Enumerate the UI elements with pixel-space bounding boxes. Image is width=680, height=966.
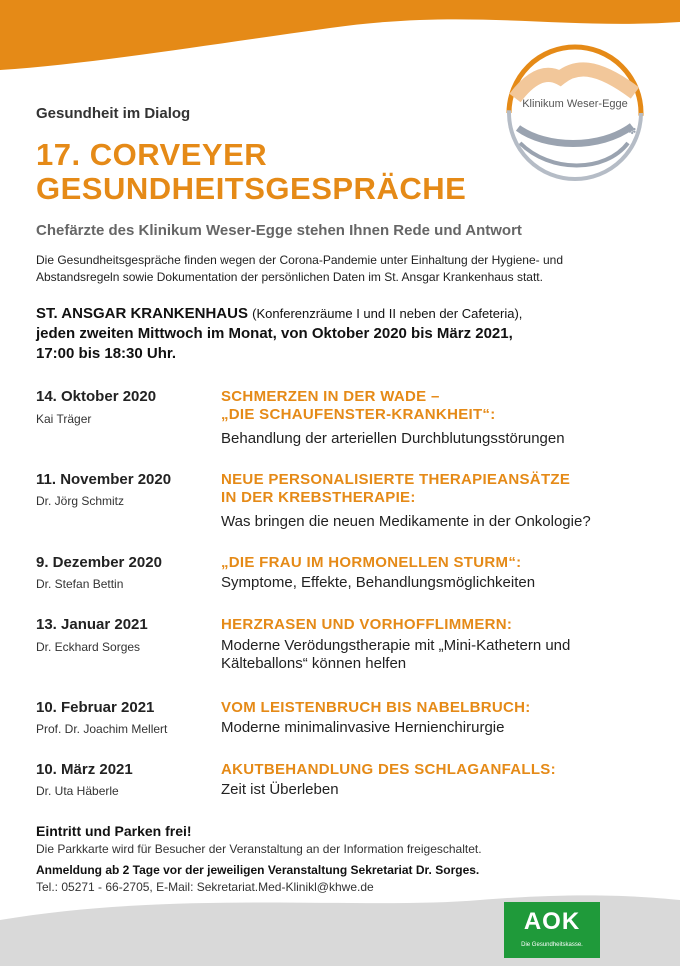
event-title [221, 471, 661, 507]
event-title-line: NEUE PERSONALISIERTE THERAPIEANSÄTZE [221, 471, 571, 488]
subtitle: Chefärzte des Klinikum Weser-Egge stehen Ihnen Rede und Antwort [36, 222, 522, 239]
aok-mark: AOK [523, 908, 581, 935]
svg-text:✽: ✽ [628, 126, 637, 137]
event-speaker: Prof. Dr. Joachim Mellert [36, 722, 168, 736]
event-title-line: IN DER KREBSTHERAPIE: [221, 489, 416, 506]
parking-note: Die Parkkarte wird für Besucher der Veranstaltung an der Information freigeschaltet. [36, 842, 482, 856]
section-label: Gesundheit im Dialog [36, 105, 191, 122]
event-title: HERZRASEN UND VORHOFFLIMMERN: [221, 616, 513, 633]
contact-info: Tel.: 05271 - 66-2705, E-Mail: Sekretariat.Med-Klinikl@khwe.de [36, 880, 374, 894]
event-speaker: Dr. Uta Häberle [36, 784, 119, 798]
event-title: AKUTBEHANDLUNG DES SCHLAGANFALLS: [221, 761, 556, 778]
footer-heading: Eintritt und Parken frei! [36, 823, 192, 839]
event-description: Zeit ist Überleben [221, 781, 339, 798]
registration-note: Anmeldung ab 2 Tage vor der jeweiligen Veranstaltung Sekretariat Dr. Sorges. [36, 863, 480, 877]
event-date: 10. Februar 2021 [36, 699, 155, 716]
event-date: 14. Oktober 2020 [36, 388, 157, 405]
event-date: 9. Dezember 2020 [36, 554, 162, 571]
event-speaker: Dr. Eckhard Sorges [36, 640, 141, 654]
venue-schedule: jeden zweiten Mittwoch im Monat, von Oktober 2020 bis März 2021, [36, 325, 513, 342]
venue-note: (Konferenzräume I und II neben der Cafeteria), [252, 306, 523, 321]
event-description-line: Kälteballons“ können helfen [221, 655, 407, 672]
page-title [36, 138, 576, 206]
event-description: Behandlung der arteriellen Durchblutungsstörungen [221, 430, 565, 447]
event-description: Was bringen die neuen Medikamente in der Onkologie? [221, 513, 591, 530]
event-title: VOM LEISTENBRUCH BIS NABELBRUCH: [221, 699, 531, 716]
event-title [221, 388, 661, 424]
event-description: Moderne minimalinvasive Hernienchirurgie [221, 719, 505, 736]
venue-time: 17:00 bis 18:30 Uhr. [36, 345, 177, 362]
event-date: 13. Januar 2021 [36, 616, 148, 633]
event-description-line: Moderne Verödungstherapie mit „Mini-Kathetern und [221, 637, 571, 654]
intro-line-1: Die Gesundheitsgespräche finden wegen der Corona-Pandemie unter Einhaltung der Hygiene- und [36, 253, 564, 267]
event-title-line: „DIE SCHAUFENSTER-KRANKHEIT“: [221, 406, 496, 423]
event-title: „DIE FRAU IM HORMONELLEN STURM“: [221, 554, 522, 571]
event-speaker: Kai Träger [36, 412, 92, 426]
event-title-line: SCHMERZEN IN DER WADE – [221, 388, 440, 405]
venue-line-1 [36, 304, 646, 324]
title-line-2: GESUNDHEITSGESPRÄCHE [36, 171, 467, 206]
intro-text [36, 252, 651, 286]
event-date: 11. November 2020 [36, 471, 172, 488]
event-description: Symptome, Effekte, Behandlungsmöglichkeiten [221, 574, 536, 591]
title-line-1: 17. CORVEYER [36, 137, 268, 172]
event-speaker: Dr. Jörg Schmitz [36, 494, 125, 508]
event-speaker: Dr. Stefan Bettin [36, 577, 124, 591]
venue-info [36, 304, 646, 364]
aok-tagline: Die Gesundheitskasse. [521, 942, 583, 948]
venue-name: ST. ANSGAR KRANKENHAUS [36, 305, 248, 322]
event-date: 10. März 2021 [36, 761, 133, 778]
intro-line-2: Abstandsregeln sowie Dokumentation der persönlichen Daten im St. Ansgar Krankenhaus statt. [36, 270, 543, 284]
event-description [221, 637, 661, 673]
logo-text: Klinikum Weser-Egge [522, 98, 628, 110]
